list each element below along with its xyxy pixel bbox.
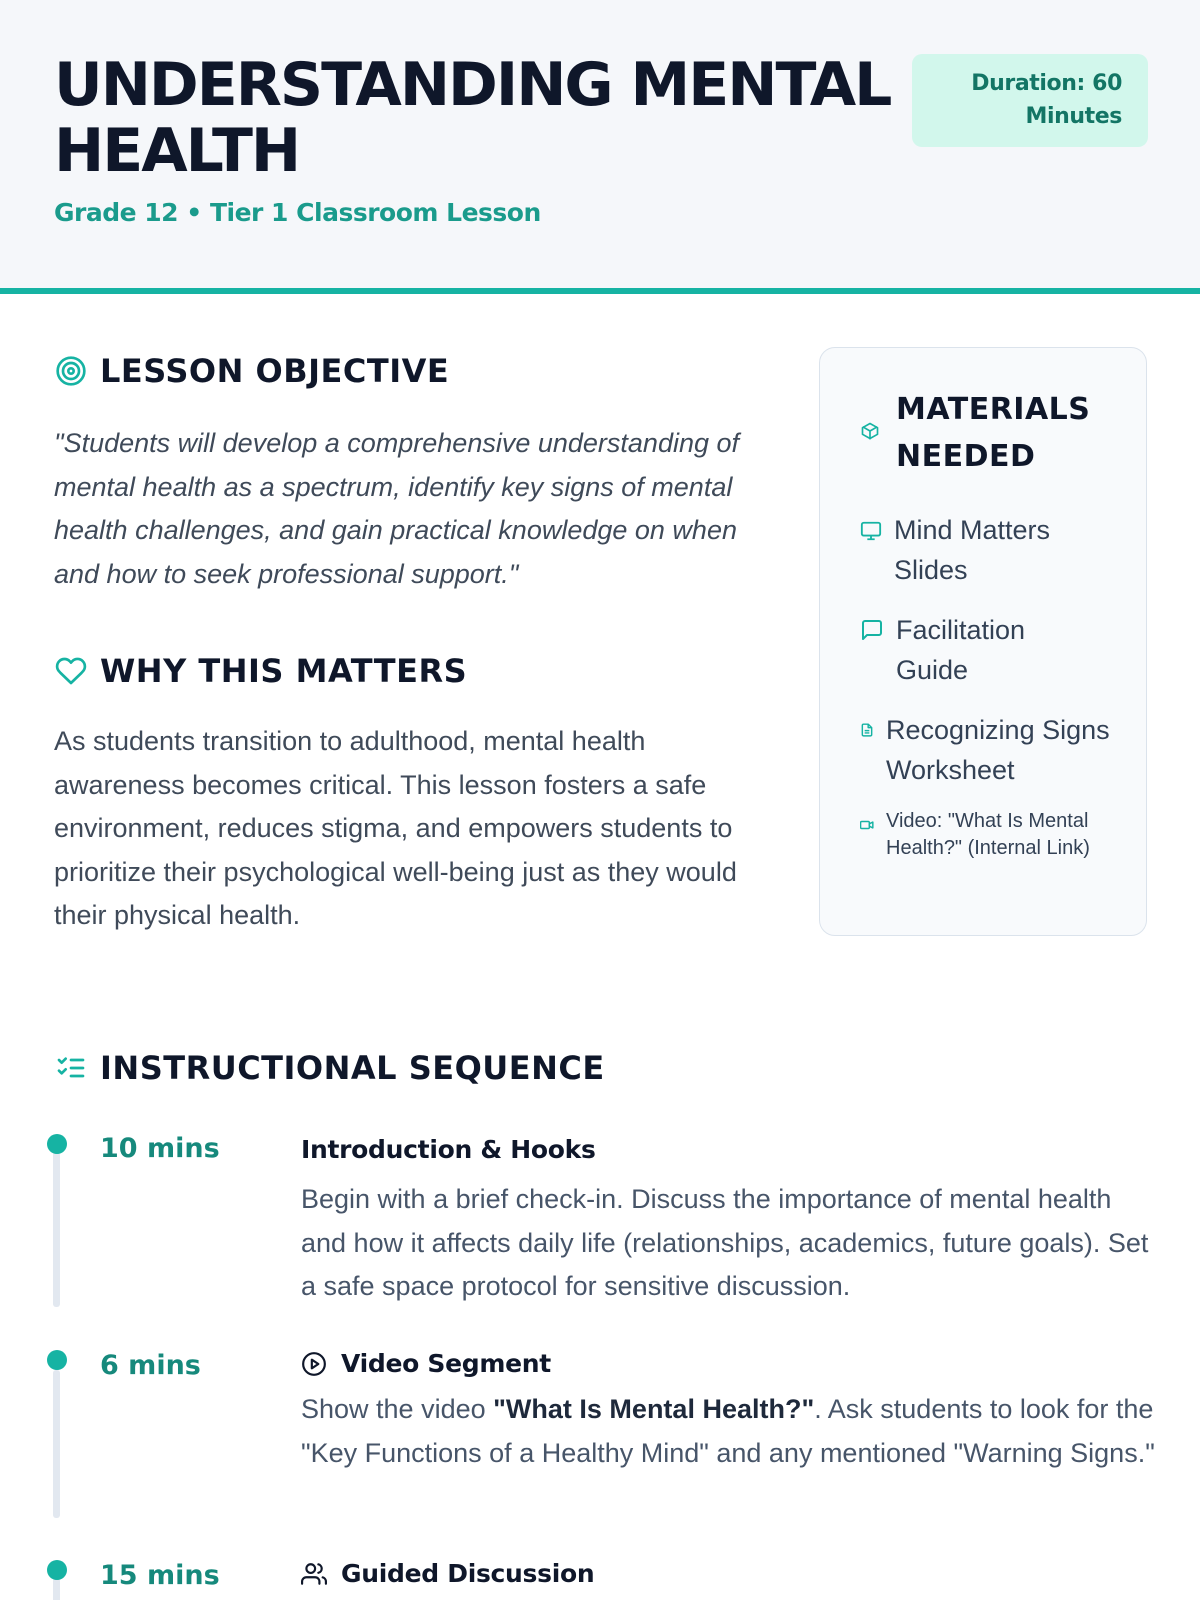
duration-badge: Duration: 60 Minutes: [912, 54, 1148, 147]
materials-card: [819, 347, 1147, 936]
step-title-row: [301, 1559, 594, 1588]
why-heading: WHY THIS MATTERS: [100, 652, 468, 690]
video-title: "What Is Mental Health?": [493, 1394, 815, 1424]
step-text: Show the video: [301, 1394, 494, 1424]
objective-section-header: [54, 352, 449, 390]
objective-text: "Students will develop a comprehensive understanding of mental health as a spectrum, identify key signs of mental health challenges, and gain practical knowledge on when and how to seek professional support.": [54, 428, 740, 589]
material-label: Recognizing Signs Worksheet: [886, 715, 1110, 785]
monitor-icon: [860, 520, 882, 547]
material-item[interactable]: [860, 610, 1096, 690]
message-square-icon: [860, 618, 884, 647]
material-label: Mind Matters Slides: [894, 515, 1051, 585]
step-description: [301, 1388, 1161, 1475]
heart-icon: [54, 654, 88, 688]
material-item[interactable]: [860, 710, 1116, 790]
step-title: Introduction & Hooks: [301, 1135, 596, 1164]
material-label: Video: "What Is Mental Health?" (Internal Link): [886, 810, 1090, 859]
timeline-dot: [47, 1134, 67, 1154]
target-icon: [54, 354, 88, 388]
lesson-header: [0, 0, 1200, 294]
step-description: Begin with a brief check-in. Discuss the importance of mental health and how it affects daily life (relationships, academics, future goals). Set a safe space protocol for sensitive discussion.: [301, 1184, 1149, 1301]
box-icon: [860, 421, 880, 446]
step-duration: 10 mins: [100, 1133, 220, 1164]
list-checks-icon: [54, 1051, 88, 1085]
materials-heading: MATERIALS NEEDED: [896, 392, 1091, 474]
file-icon: [860, 722, 874, 743]
timeline-line: [53, 1578, 60, 1600]
material-item[interactable]: [860, 808, 1111, 862]
material-label: Facilitation Guide: [896, 615, 1026, 685]
page-title: UNDERSTANDING MENTAL HEALTH: [54, 50, 891, 186]
timeline-line: [53, 1370, 60, 1518]
step-title-row: [301, 1349, 551, 1378]
objective-heading: LESSON OBJECTIVE: [100, 352, 450, 390]
video-icon: [860, 817, 874, 835]
timeline-dot: [47, 1350, 67, 1370]
step-title: Video Segment: [341, 1349, 551, 1378]
material-item[interactable]: [860, 510, 1094, 590]
page-subtitle: Grade 12 • Tier 1 Classroom Lesson: [54, 198, 541, 227]
why-section-header: [54, 652, 467, 690]
why-text: As students transition to adulthood, mental health awareness becomes critical. This lesson fosters a safe environment, reduces stigma, and empowers students to prioritize their psychological well-being just as they would their physical health.: [54, 726, 737, 930]
step-title: Guided Discussion: [341, 1559, 595, 1588]
sequence-section-header: [54, 1049, 605, 1087]
step-duration: 15 mins: [100, 1560, 220, 1591]
timeline-dot: [47, 1560, 67, 1580]
step-duration: 6 mins: [100, 1350, 201, 1381]
users-icon: [301, 1561, 327, 1587]
play-circle-icon: [301, 1351, 327, 1377]
materials-header: [860, 386, 1126, 480]
step-text: . Ask students to look for the "Key Functions of a Healthy Mind" and any mentioned "Warning Signs.": [301, 1394, 1155, 1468]
timeline-line: [53, 1152, 60, 1307]
sequence-heading: INSTRUCTIONAL SEQUENCE: [100, 1049, 605, 1087]
